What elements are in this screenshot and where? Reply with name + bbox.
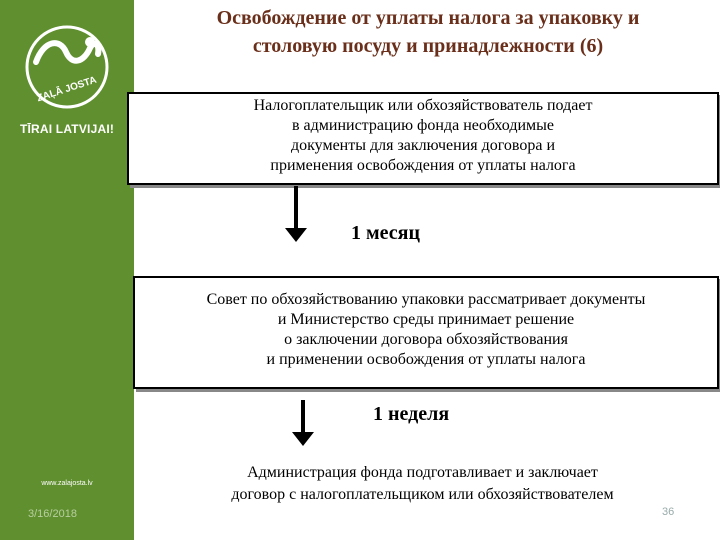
slide-date: 3/16/2018 <box>28 508 77 520</box>
box-line: и Министерство среды принимает решение <box>277 311 575 328</box>
title-line: Освобождение от уплаты налога за упаковку и <box>216 7 640 29</box>
down-arrow-icon <box>285 186 307 242</box>
step-conclude-contract-text <box>150 462 695 506</box>
sidebar <box>0 0 134 540</box>
svg-text:ZAĻĀ JOSTA: ZAĻĀ JOSTA <box>35 74 99 105</box>
box-line: договор с налогоплательщиком или обхозяйствователем <box>231 486 614 503</box>
box-line: применения освобождения от уплаты налога <box>270 157 576 174</box>
interval-one-week: 1 неделя <box>373 403 450 425</box>
step-council-review-box <box>133 276 719 389</box>
title-line: столовую посуду и принадлежности (6) <box>252 35 604 57</box>
box-line: о заключении договора обхозяйствования <box>284 331 568 348</box>
page-number: 36 <box>662 506 675 518</box>
tagline: TĪRAI LATVIJAI! <box>19 122 115 136</box>
box-line: документы для заключения договора и <box>290 137 556 154</box>
slide-title <box>148 4 708 60</box>
box-line: в администрацию фонда необходимые <box>291 117 555 134</box>
box-line: и применении освобождения от уплаты налога <box>266 351 586 368</box>
interval-one-month: 1 месяц <box>351 222 420 244</box>
website-link[interactable]: www.zalajosta.lv <box>41 480 93 487</box>
box-line: Совет по обхозяйствованию упаковки рассматривает документы <box>206 291 646 308</box>
box-line: Администрация фонда подготавливает и заключает <box>247 464 598 481</box>
box-line: Налогоплательщик или обхозяйствователь подает <box>253 97 593 114</box>
zala-josta-logo <box>22 22 112 112</box>
step-submit-documents-box <box>127 92 719 185</box>
down-arrow-icon <box>292 400 314 446</box>
